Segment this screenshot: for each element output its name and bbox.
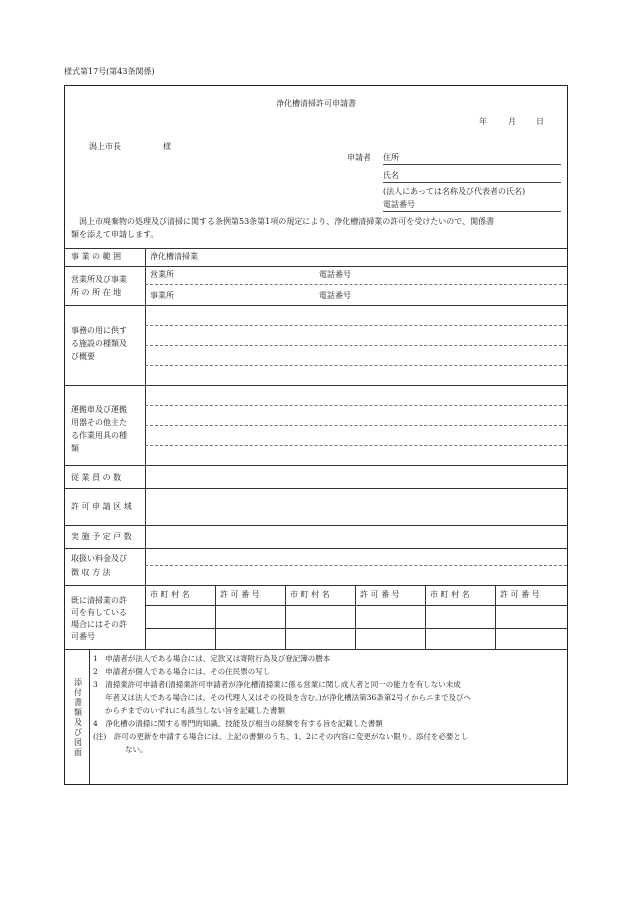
establishment-phone-label: 電話番号 <box>319 291 351 300</box>
households-label: 実 施 予 定 戸 数 <box>71 532 132 541</box>
side-label-char: 書 <box>74 698 82 707</box>
attachment-item-4: 4 浄化槽の清掃に関する専門的知識、技能及び相当の経験を有する旨を記載した書類 <box>93 719 383 728</box>
date-year: 年 <box>479 117 487 126</box>
existing-permit-label-2: 可を有している <box>71 608 127 617</box>
vehicles-label-4: 類 <box>71 444 79 453</box>
row-divider <box>65 248 567 249</box>
intro-text-line2: 類を添えて申請します。 <box>71 230 159 239</box>
fees-label-2: 徴 収 方 法 <box>71 568 111 577</box>
form-code: 様式第17号(第43条関係) <box>64 67 155 76</box>
facilities-label-2: る施設の種類及 <box>71 339 127 348</box>
attachments-divider <box>89 649 90 784</box>
location-label-1: 営業所及び事業 <box>71 275 127 284</box>
attachment-note-line-1: (注) 許可の更新を申請する場合には、上記の書類のうち、1、2にその内容に変更がない限り、添付を必要とし <box>93 732 469 741</box>
address-underline <box>383 164 561 165</box>
attachment-item-3-line-3: からチまでのいずれにも該当しない旨を記載した書類 <box>105 706 285 715</box>
attachment-note-line-2: ない。 <box>125 745 148 754</box>
col-municipality-2: 市 町 村 名 <box>290 590 330 599</box>
office-phone-label: 電話番号 <box>319 270 351 279</box>
business-scope-label: 事 業 の 範 囲 <box>71 252 122 261</box>
permit-col-divider <box>215 585 216 649</box>
row-divider <box>65 385 567 386</box>
permit-col-divider <box>285 585 286 649</box>
row-divider <box>65 305 567 306</box>
attachment-item-2: 2 申請者が個人である場合には、その住民票の写し <box>93 667 271 676</box>
row-divider <box>65 266 567 267</box>
office-label: 営業所 <box>150 270 174 279</box>
facilities-label-3: び概要 <box>71 352 95 361</box>
employees-label: 従 業 員 の 数 <box>71 473 122 482</box>
applicant-label: 申請者 <box>347 153 371 162</box>
col-municipality-1: 市 町 村 名 <box>150 590 190 599</box>
facilities-label-1: 事務の用に供す <box>71 326 127 335</box>
permit-row-divider <box>145 605 567 606</box>
applicant-phone-label: 電話番号 <box>383 200 415 209</box>
business-scope-value: 浄化槽清掃業 <box>150 252 198 261</box>
permit-col-divider <box>495 585 496 649</box>
side-label-char: 付 <box>74 688 82 697</box>
dashed-divider <box>145 365 567 366</box>
existing-permit-label-4: 可番号 <box>71 632 95 641</box>
attachment-item-3-line-2: 年者又は法人である場合には、その代理人又はその役員を含む。)が浄化槽法第36条第2号イからニまで及びへ <box>105 693 471 702</box>
area-label: 許 可 申 請 区 域 <box>71 502 132 511</box>
permit-col-divider <box>355 585 356 649</box>
dashed-divider <box>145 565 567 566</box>
vehicles-label-2: 用器その他主た <box>71 418 127 427</box>
existing-permit-label-3: 場合にはその許 <box>71 620 127 629</box>
fees-label-1: 取扱い料金及び <box>71 554 127 563</box>
col-municipality-3: 市 町 村 名 <box>430 590 470 599</box>
applicant-name-label: 氏名 <box>383 171 399 180</box>
addressee-honorific: 様 <box>163 142 171 151</box>
side-label-char: 面 <box>74 748 82 757</box>
col-permit-no-3: 許 可 番 号 <box>500 590 540 599</box>
col-permit-no-2: 許 可 番 号 <box>360 590 400 599</box>
side-label-char: 類 <box>74 708 82 717</box>
vehicles-label-1: 運搬車及び運搬 <box>71 405 127 414</box>
intro-text-line1: 潟上市廃棄物の処理及び清掃に関する条例第53条第1項の規定により、浄化槽清掃業の許可を受けたいので、関係書 <box>79 217 495 226</box>
attachment-item-3-line-1: 3 清掃業許可申請者(清掃業許可申請者が浄化槽清掃業に係る営業に関し成人者と同一の能力を有しない未成 <box>93 680 461 689</box>
location-label-2: 所 の 所 在 地 <box>71 288 122 297</box>
dashed-divider <box>145 345 567 346</box>
phone-underline <box>383 211 561 212</box>
dashed-divider <box>145 445 567 446</box>
side-label-char: 添 <box>74 678 82 687</box>
applicant-address-label: 住所 <box>383 153 399 162</box>
row-divider <box>65 525 567 526</box>
dashed-divider <box>145 405 567 406</box>
form-title: 浄化槽清掃許可申請書 <box>276 99 356 108</box>
side-label-char: び <box>74 728 82 737</box>
row-divider <box>65 649 567 650</box>
date-month: 月 <box>508 117 516 126</box>
corp-note: (法人にあっては名称及び代表者の氏名) <box>383 187 526 196</box>
side-label-char: 図 <box>74 738 82 747</box>
attachment-item-1: 1 申請者が法人である場合には、定款又は寄附行為及び登記簿の謄本 <box>93 654 331 663</box>
date-day: 日 <box>536 117 544 126</box>
dashed-divider <box>145 325 567 326</box>
row-divider <box>65 585 567 586</box>
row-divider <box>65 488 567 489</box>
row-divider <box>65 548 567 549</box>
permit-col-divider <box>425 585 426 649</box>
vehicles-label-3: る作業用具の種 <box>71 431 127 440</box>
permit-row-divider <box>145 628 567 629</box>
row-divider <box>65 465 567 466</box>
dashed-divider <box>145 284 567 285</box>
existing-permit-label-1: 既に清掃業の許 <box>71 596 127 605</box>
application-form <box>64 85 568 785</box>
label-column-divider <box>145 248 146 649</box>
name-underline <box>383 182 561 183</box>
col-permit-no-1: 許 可 番 号 <box>220 590 260 599</box>
dashed-divider <box>145 425 567 426</box>
addressee-name: 潟上市長 <box>89 142 121 151</box>
establishment-label: 事業所 <box>150 291 174 300</box>
attachments-side-label <box>71 678 85 758</box>
side-label-char: 及 <box>74 718 82 727</box>
